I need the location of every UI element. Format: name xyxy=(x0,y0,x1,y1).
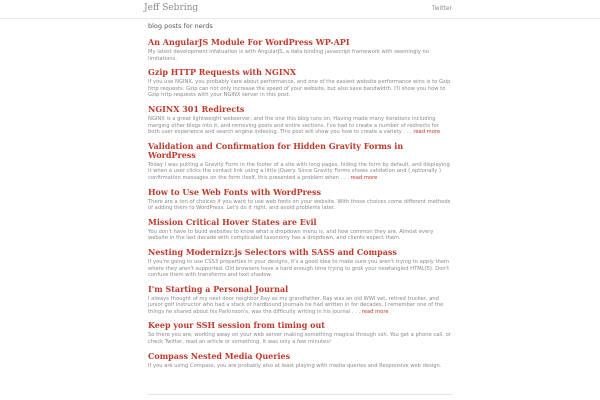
post-list xyxy=(148,22,452,375)
post-item xyxy=(148,285,452,316)
post-item xyxy=(148,142,452,182)
post-excerpt xyxy=(148,162,452,182)
post-item xyxy=(148,218,452,242)
post-excerpt xyxy=(148,363,452,370)
read-more-link[interactable]: read more xyxy=(361,308,389,315)
post-item xyxy=(148,321,452,345)
post-excerpt xyxy=(148,49,452,62)
post-title[interactable]: Keep your SSH session from timing out xyxy=(148,320,325,331)
nav-link-twitter[interactable]: Twitter xyxy=(431,5,452,12)
post-title[interactable]: I'm Starting a Personal Journal xyxy=(148,283,289,294)
read-more-link[interactable]: read more xyxy=(413,129,441,136)
post-excerpt-text: There are a ton of choices if you want to use web fonts on your website. With those choices come different methods of adding them to WordPress. Let's do it right, and avoid problems later. xyxy=(148,198,451,212)
post-excerpt xyxy=(148,79,452,99)
post-excerpt-text: My latest development infatuation is with AngularJS, a data binding javascript framework with seemingly no limitations. xyxy=(148,49,429,62)
post-excerpt-text: If you're going to use CSS3 properties in your designs, it's a good idea to make sure you aren't trying to apply them where they aren't supported. Old browsers have a hard enough time trying to grok your newfangled HTML(5). Don't confuse them with transforms and text shadow. xyxy=(148,258,450,279)
content-divider xyxy=(148,394,452,395)
post-title[interactable]: Validation and Confirmation for Hidden Gravity Forms in WordPress xyxy=(148,140,404,160)
post-item xyxy=(148,352,452,370)
post-excerpt-text: I always thought of my next door neighbor Ray as my grandfather. Ray was an old WWI vet, retired trucker, and junior golf instructor who had a stack of hardbound journals he had written in for decades. I remember one of the things he shared about his Parkinson's, was the difficulty writing in his journal . . . xyxy=(148,295,444,315)
post-item xyxy=(148,188,452,212)
post-excerpt xyxy=(148,199,452,212)
post-title[interactable]: How to Use Web Fonts with WordPress xyxy=(148,186,321,197)
post-title[interactable]: An AngularJS Module For WordPress WP-API xyxy=(148,37,350,47)
top-bar xyxy=(0,0,600,19)
post-title[interactable]: Mission Critical Hover States are Evil xyxy=(148,216,317,227)
post-title[interactable]: Gzip HTTP Requests with NGINX xyxy=(148,67,297,78)
post-item xyxy=(148,105,452,136)
post-title[interactable]: Nesting Modernizr.js Selectors with SASS and Compass xyxy=(148,246,397,257)
post-excerpt-text: NGINX is a great lightweight webserver, and the one this blog runs on. Having made many iterations including merging other blogs into it, and removing posts and entire sections, I've had to create a number of redirects for both user experience and search engine indexing. This post will show you how to create a variety . . . xyxy=(148,115,439,136)
post-item xyxy=(148,68,452,99)
read-more-link[interactable]: read more xyxy=(350,174,378,181)
post-excerpt xyxy=(148,229,452,242)
post-item xyxy=(148,248,452,279)
post-excerpt-text: Today I was putting a Gravity Form in the footer of a site with long pages, hiding the form by default, and displaying it when a user clicks the contact link using a little jQuery. Since Gravity Forms shows validation and ( optionally ) confirmation messages on the form itself, this presented a problem when . . . xyxy=(148,161,450,181)
post-excerpt xyxy=(148,332,452,345)
post-title[interactable]: NGINX 301 Redirects xyxy=(148,103,245,114)
post-excerpt xyxy=(148,116,452,136)
site-title[interactable]: Jeff Sebring xyxy=(144,3,199,13)
post-excerpt-text: So there you are, working away on your web server making something magical through ssh. You get a phone call, or check Twitter, read an article or something. It was only a few minutes! xyxy=(148,332,451,346)
site-tagline: blog posts for nerds xyxy=(148,22,213,30)
post-excerpt xyxy=(148,259,452,279)
post-excerpt-text: If you are using Compass, you are probably also at least playing with media queries and Responsive web design. xyxy=(148,362,442,369)
post-excerpt xyxy=(148,296,452,316)
post-excerpt-text: If you use NGINX, you probably care about performance, and one of the easiest website performance wins is to Gzip http requests. Gzip can not only increase the speed of your website, but also save bandwidth. I'll show you how to Gzip http requests with your NGINX server in this post. xyxy=(148,79,451,99)
post-item xyxy=(148,38,452,62)
post-excerpt-text: You don't have to build websites to know what a dropdown menu is, and how common they are. Almost every website in the last decade with complicated taxonomy has a dropdown, and clients expect them. xyxy=(148,228,434,242)
post-title[interactable]: Compass Nested Media Queries xyxy=(148,350,291,361)
